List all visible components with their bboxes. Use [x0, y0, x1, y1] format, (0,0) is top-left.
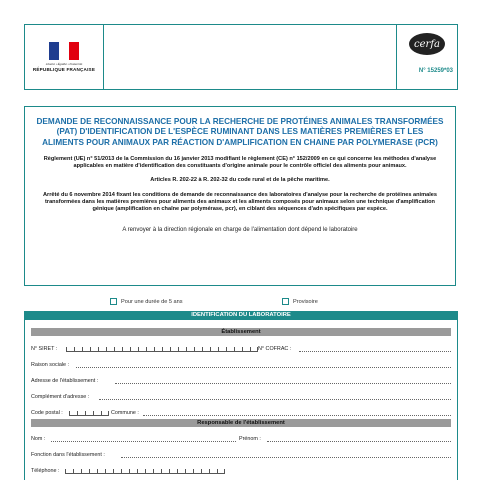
republic-name: RÉPUBLIQUE FRANÇAISE [32, 67, 96, 72]
cerfa-logo: cerfa [409, 33, 445, 55]
cerfa-cell [397, 25, 457, 89]
adresse-input[interactable] [115, 383, 451, 384]
prenom-label: Prénom : [239, 436, 261, 442]
siret-label: N° SIRET : [31, 346, 58, 352]
commune-label: Commune : [111, 410, 139, 416]
fonction-input[interactable] [121, 457, 451, 458]
republique-francaise-logo [32, 42, 96, 72]
nom-row [31, 427, 451, 445]
duration-5-years-label: Pour une durée de 5 ans [121, 298, 183, 305]
republic-motto: Liberté • Égalité • Fraternité [45, 62, 83, 66]
cofrac-label: N° COFRAC : [258, 346, 292, 352]
complement-input[interactable] [99, 399, 451, 400]
adresse-row [31, 371, 451, 387]
nom-input[interactable] [51, 441, 236, 442]
raison-sociale-input[interactable] [76, 367, 451, 368]
subsection-etablissement: Établissement [31, 328, 451, 336]
fonction-label: Fonction dans l'établissement : [31, 452, 105, 458]
code-postal-row [31, 403, 451, 419]
raison-sociale-label: Raison sociale : [31, 362, 70, 368]
telephone-input[interactable] [65, 469, 225, 474]
duration-5-years-checkbox[interactable] [110, 298, 117, 305]
form-header [24, 24, 458, 90]
duration-provisional-label: Provisoire [293, 298, 318, 305]
complement-label: Complément d'adresse : [31, 394, 90, 400]
nom-label: Nom : [31, 436, 46, 442]
cerfa-number: N° 15259*03 [418, 68, 453, 74]
form-title: DEMANDE DE RECONNAISSANCE POUR LA RECHERCHE DE PROTÉINES ANIMALES TRANSFORMÉES (PAT) D'IDENTIFICATION DE L'ESPÈCE RUMINANT DANS LES MATIÈRES PREMIÈRES ET LES ALIMENTS POUR ANIMAUX PAR RÉACTION D'AMPLIFICATION EN CHAINE PAR POLYMERASE (PCR) [36, 117, 444, 147]
telephone-label: Téléphone : [31, 468, 60, 474]
commune-input[interactable] [143, 415, 451, 416]
prenom-input[interactable] [267, 441, 451, 442]
fonction-row [31, 445, 451, 461]
send-to-text: A renvoyer à la direction régionale en charge de l'alimentation dont dépend le laboratoire [122, 226, 358, 233]
code-postal-input[interactable] [69, 411, 109, 416]
subsection-responsable: Responsable de l'établissement [31, 419, 451, 427]
duration-5-years-option[interactable] [110, 298, 183, 305]
raison-sociale-row [31, 355, 451, 371]
regulation-text: Règlement (UE) n° 51/2013 de la Commission du 16 janvier 2013 modifiant le règlement (CE) n° 152/2009 en ce qui concerne les méthodes d'analyse applicables en matière d'identification des constituants d'origine animale pour le contrôle officiel des aliments pour animaux. [43, 155, 437, 169]
duration-provisional-checkbox[interactable] [282, 298, 289, 305]
adresse-label: Adresse de l'établissement : [31, 378, 99, 384]
lab-identification-form [24, 311, 458, 480]
code-postal-label: Code postal : [31, 410, 63, 416]
french-flag-icon [49, 42, 79, 60]
cofrac-input[interactable] [299, 351, 451, 352]
section-lab-identification: IDENTIFICATION DU LABORATOIRE [25, 311, 457, 320]
articles-text: Articles R. 202-22 à R. 202-32 du code rural et de la pêche maritime. [150, 176, 330, 183]
arrete-text: Arrêté du 6 novembre 2014 fixant les conditions de demande de reconnaissance des laboratoires d'analyse pour la recherche de protéines animales transformées dans les matières premières pour aliments des animaux et les aliments composés pour animaux selon une technique d'amplification génique (amplification en chaîne par polymérase, pcr), en ciblant des séquences d'adn spécifiques par espèce. [43, 191, 437, 212]
duration-provisional-option[interactable] [282, 298, 318, 305]
siret-input[interactable] [66, 347, 258, 352]
telephone-row [31, 461, 451, 477]
complement-row [31, 387, 451, 403]
title-block [24, 106, 456, 286]
header-blank-cell [104, 25, 397, 89]
siret-row [31, 336, 451, 355]
republic-logo-cell [25, 25, 104, 89]
